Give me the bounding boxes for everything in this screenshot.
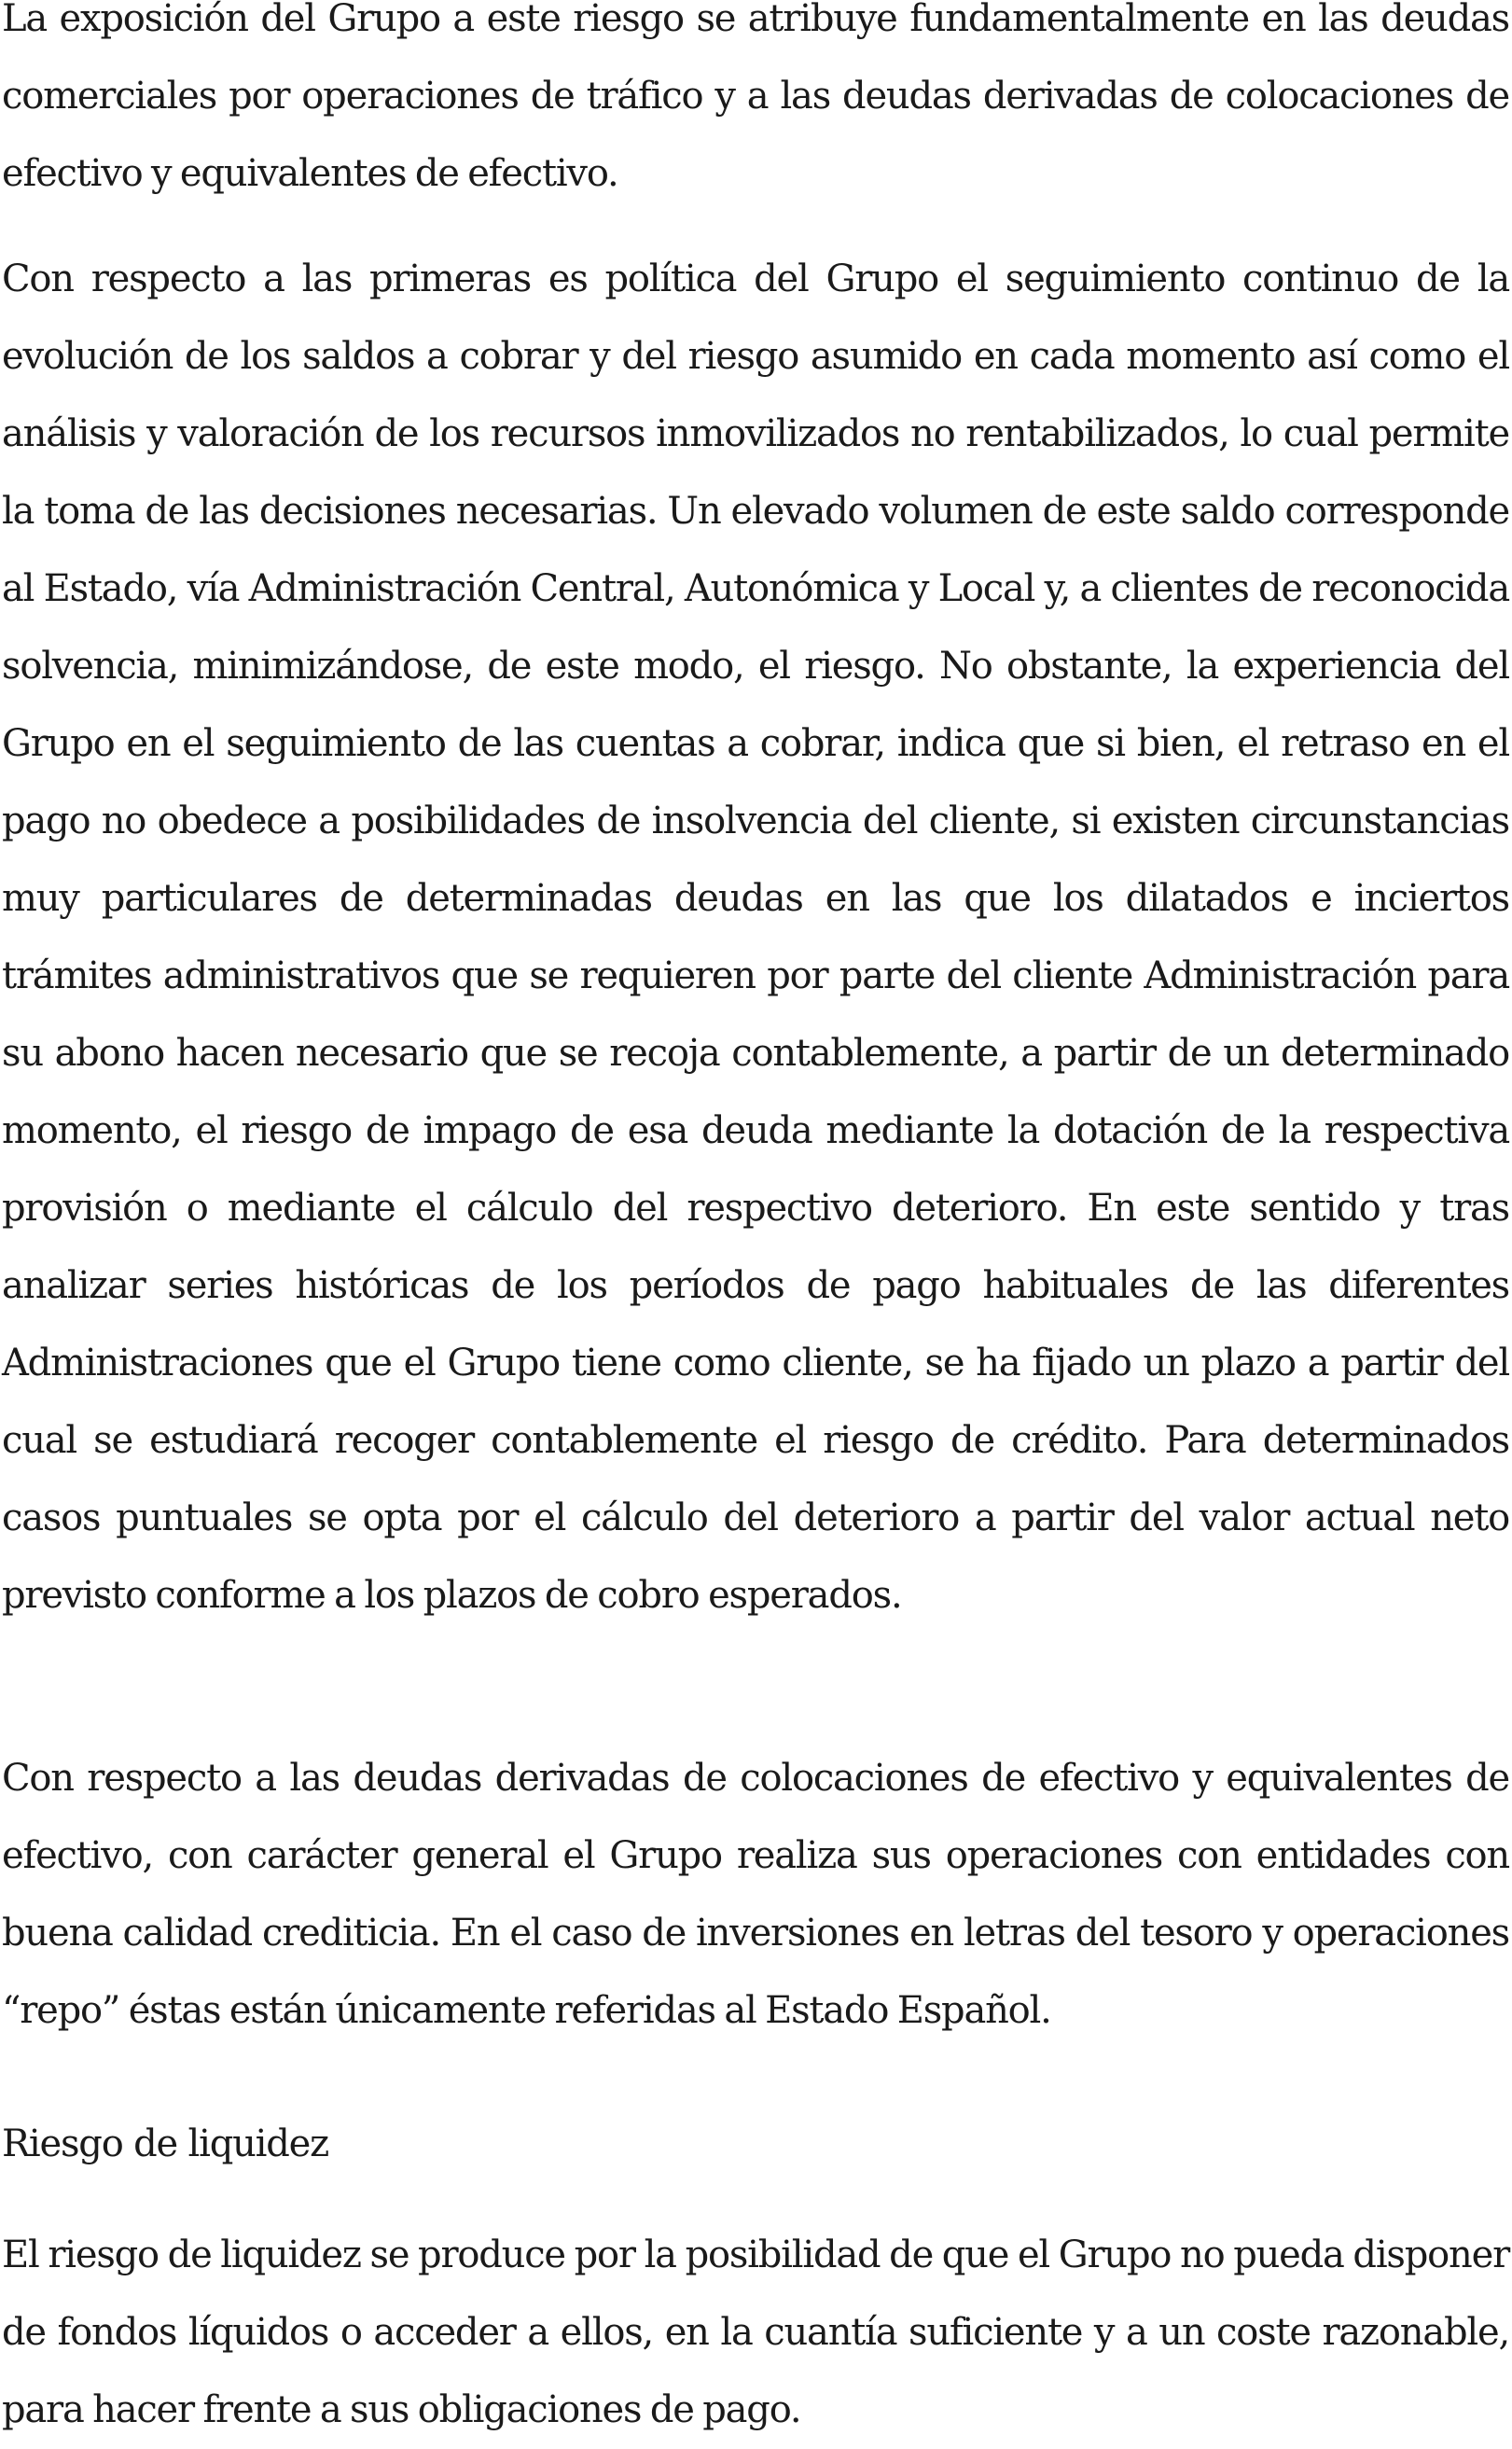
paragraph-colocaciones-efectivo: Con respecto a las deudas derivadas de colocaciones de efectivo y equivalentes de efectivo, con carácter general el Grupo realiza sus operaciones con entidades con buena calidad crediticia. En el caso de inversiones en letras del tesoro y operaciones “repo” éstas están únicamente referidas al Estado Español. [2, 1757, 1509, 2032]
paragraph-riesgo-liquidez: El riesgo de liquidez se produce por la posibilidad de que el Grupo no pueda disponer de fondos líquidos o acceder a ellos, en la cuantía suficiente y a un coste razonable, para hacer frente a sus obligaciones de pago. [2, 2233, 1509, 2431]
paragraph-cuentas-a-cobrar: Con respecto a las primeras es política del Grupo el seguimiento continuo de la evolución de los saldos a cobrar y del riesgo asumido en cada momento así como el análisis y valoración de los recursos inmovilizados no rentabilizados, lo cual permite la toma de las decisiones necesarias. Un elevado volumen de este saldo corresponde al Estado, vía Administración Central, Autonómica y Local y, a clientes de reconocida solvencia, minimizándose, de este modo, el riesgo. No obstante, la experiencia del Grupo en el seguimiento de las cuentas a cobrar, indica que si bien, el retraso en el pago no obedece a posibilidades de insolvencia del cliente, si existen circunstancias muy particulares de determinadas deudas en las que los dilatados e inciertos trámites administrativos que se requieren por parte del cliente Administración para su abono hacen necesario que se recoja contablemente, a partir de un determinado momento, el riesgo de impago de esa deuda mediante la dotación de la respectiva provisión o mediante el cálculo del respectivo deterioro. En este sentido y tras analizar series históricas de los períodos de pago habituales de las diferentes Administraciones que el Grupo tiene como cliente, se ha fijado un plazo a partir del cual se estudiará recoger contablemente el riesgo de crédito. Para determinados casos puntuales se opta por el cálculo del deterioro a partir del valor actual neto previsto conforme a los plazos de cobro esperados. [2, 257, 1509, 1617]
section-heading-riesgo-liquidez: Riesgo de liquidez [2, 2122, 329, 2165]
paragraph-exposicion: La exposición del Grupo a este riesgo se atribuye fundamentalmente en las deudas comerciales por operaciones de tráfico y a las deudas derivadas de colocaciones de efectivo y equivalentes de efectivo. [2, 0, 1509, 195]
